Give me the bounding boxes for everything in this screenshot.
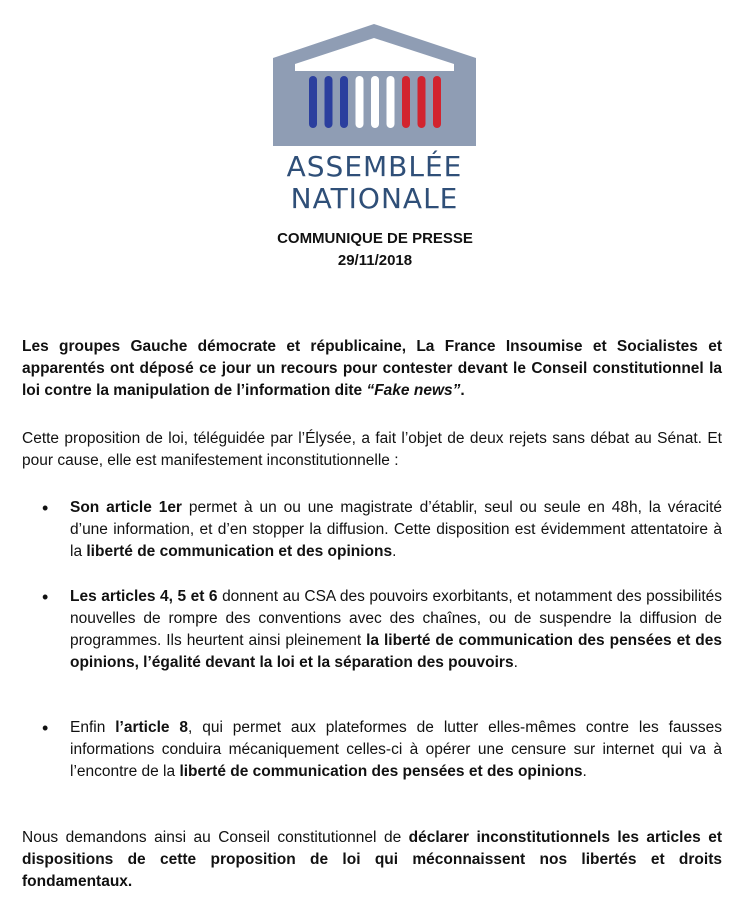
list-item-text (70, 717, 722, 783)
list-item-bold: l’article 8 (115, 719, 189, 736)
pediment-columns-icon (273, 24, 476, 146)
assemblee-nationale-logo (273, 24, 476, 215)
bullet-icon: • (42, 498, 49, 518)
list-item-body: donnent au CSA des pouvoirs exorbitants, et notamment des possibilités nouvelles de rompre des conventions avec des chaînes, ou de suspendre la diffusion de programmes. Ils heurtent ainsi pleinement (70, 588, 722, 649)
logo-column (356, 76, 364, 128)
list-item-end: . (582, 763, 587, 780)
bullet-icon: • (42, 587, 49, 607)
closing-paragraph (22, 827, 722, 893)
lead-paragraph (22, 336, 722, 402)
logo-column (387, 76, 395, 128)
press-release-title: COMMUNIQUE DE PRESSE (277, 230, 473, 247)
list-item-body: permet à un ou une magistrate d’établir, seul ou seule en 48h, la véracité d’une information, et d’en stopper la diffusion. Cette disposition est évidemment attentatoire à la (70, 499, 722, 560)
list-item-bold-2: la liberté de communication des pensées et des opinions, l’égalité devant la loi et la séparation des pouvoirs (70, 632, 723, 671)
press-release-date: 29/11/2018 (337, 252, 413, 269)
list-item-bold: Son article 1er (70, 499, 182, 516)
logo-column (309, 76, 317, 128)
list-item-bold: Les articles 4, 5 et 6 (70, 588, 218, 605)
list-item-bold-2: liberté de communication des pensées et des opinions (179, 763, 583, 780)
list-item-text (70, 586, 722, 674)
logo-column (433, 76, 441, 128)
bullet-icon: • (42, 718, 49, 738)
lead-end: . (460, 382, 465, 399)
list-item-bold-2: liberté de communication et des opinions (86, 543, 393, 560)
logo-column (371, 76, 379, 128)
closing-bold: déclarer inconstitutionnels les articles et dispositions de cette proposition de loi qui méconnaissent nos libertés et droits fondamentaux. (22, 829, 722, 890)
lead-italic: “Fake news” (366, 382, 461, 399)
list-item-end: . (513, 654, 518, 671)
closing-text: Nous demandons ainsi au Conseil constitutionnel de (22, 829, 409, 846)
logo-column (325, 76, 333, 128)
list-item-end: . (392, 543, 397, 560)
list-item-body: , qui permet aux plateformes de lutter elles-mêmes contre les fausses informations conduira mécaniquement celles-ci à opérer une censure sur internet qui va à l’encontre de la (70, 719, 722, 780)
lead-text: Les groupes Gauche démocrate et républicaine, La France Insoumise et Socialistes et apparentés ont déposé ce jour un recours pour contester devant le Conseil constitutionnel la loi contre la manipulation de l’information dite (22, 338, 722, 399)
list-item-text (70, 497, 722, 563)
logo-column (418, 76, 426, 128)
logo-column (340, 76, 348, 128)
intro-paragraph: Cette proposition de loi, téléguidée par l’Élysée, a fait l’objet de deux rejets sans débat au Sénat. Et pour cause, elle est manifestement inconstitutionnelle : (22, 430, 722, 469)
logo-column (402, 76, 410, 128)
list-item-intro: Enfin (70, 719, 116, 736)
logo-line2: NATIONALE (290, 182, 459, 215)
logo-line1: ASSEMBLÉE (286, 150, 463, 183)
